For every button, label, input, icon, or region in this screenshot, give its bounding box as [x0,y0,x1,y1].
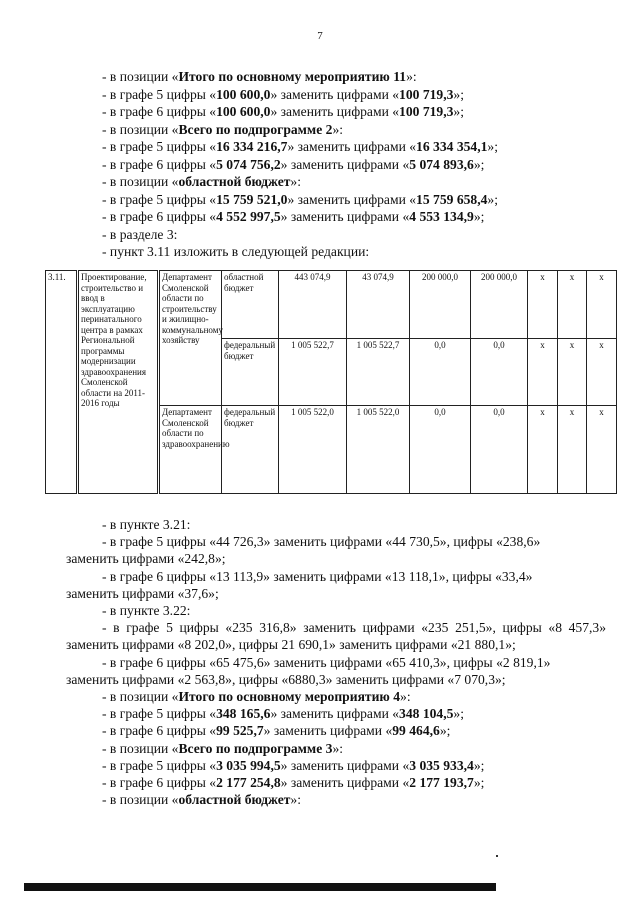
instruction-line: - в графе 5 цифры «44 726,3» заменить цифрами «44 730,5», цифры «238,6» [102,534,541,550]
item-number-cell: 3.11. [46,271,78,494]
x-cell: x [587,271,617,339]
instruction-line: - в графе 5 цифры «100 600,0» заменить цифрами «100 719,3»; [102,86,464,102]
value-cell: 443 074,9 [279,271,347,339]
instruction-line: - в разделе 3: [102,226,178,242]
value-cell: 43 074,9 [347,271,410,339]
value-cell: 1 005 522,7 [347,339,410,406]
item-name-cell: Проектирование, строительство и ввод в эксплуатацию перинатального центра в рамках Региональной программы модернизации здравоохранения Смоленской области на 2011-2016 годы [78,271,159,494]
value-cell: 200 000,0 [410,271,471,339]
instruction-line: - в позиции «Всего по подпрограмме 3»: [102,740,344,756]
executor-cell: Департамент Смоленской области по строительству и жилищно-коммунальному хозяйству [159,271,222,406]
instruction-line: - в графе 6 цифры «100 600,0» заменить цифрами «100 719,3»; [102,104,464,119]
value-cell: 1 005 522,0 [347,406,410,494]
source-cell: федеральный бюджет [222,339,279,406]
x-cell: x [587,339,617,406]
instruction-line: - в графе 6 цифры «4 552 997,5» заменить цифрами «4 553 134,9»; [102,209,485,224]
instruction-line: - в графе 6 цифры «65 475,6» заменить цифрами «65 410,3», цифры «2 819,1» [102,654,551,670]
instruction-line: - в графе 5 цифры «16 334 216,7» заменить цифрами «16 334 354,1»; [102,139,498,154]
scan-footer-bar [24,883,496,891]
instruction-line: - в позиции «областной бюджет»: [102,174,301,189]
table-row [46,271,617,339]
value-cell: 0,0 [471,406,528,494]
instruction-line: - пункт 3.11 изложить в следующей редакции: [102,244,370,259]
scan-speck [496,855,498,857]
page-number: 7 [317,30,323,42]
value-cell: 1 005 522,7 [279,339,347,406]
x-cell: x [558,406,587,494]
instruction-line: - в графе 6 цифры «99 525,7» заменить цифрами «99 464,6»; [102,723,451,739]
value-cell: 0,0 [471,339,528,406]
upper-instructions [102,68,572,261]
x-cell: x [587,406,617,494]
source-cell: областной бюджет [222,271,279,339]
instruction-line: - в графе 6 цифры «5 074 756,2» заменить цифрами «5 074 893,6»; [102,156,485,172]
x-cell: x [528,406,558,494]
instruction-line: - в графе 5 цифры «15 759 521,0» заменить цифрами «15 759 658,4»; [102,191,498,207]
x-cell: x [528,271,558,339]
value-cell: 0,0 [410,406,471,494]
x-cell: x [558,339,587,406]
instruction-line: - в пункте 3.22: [102,603,191,619]
lower-instructions [66,516,606,808]
value-cell: 0,0 [410,339,471,406]
instruction-line: - в графе 6 цифры «13 113,9» заменить цифрами «13 118,1», цифры «33,4» [102,568,533,584]
instruction-line: - в графе 6 цифры «2 177 254,8» заменить цифрами «2 177 193,7»; [102,775,485,791]
executor-cell: Департамент Смоленской области по здравоохранению [159,406,222,494]
instruction-line: - в позиции «Итого по основному мероприятию 4»: [102,689,411,705]
program-table [45,270,617,494]
instruction-line: заменить цифрами «2 563,8», цифры «6880,3» заменить цифрами «7 070,3»; [66,671,506,687]
instruction-line: - в позиции «Итого по основному мероприятию 11»: [102,69,417,84]
instruction-line: - в позиции «областной бюджет»: [102,792,301,808]
instruction-line: заменить цифрами «37,6»; [66,585,219,601]
instruction-line: - в позиции «Всего по подпрограмме 2»: [102,121,344,137]
value-cell: 1 005 522,0 [279,406,347,494]
x-cell: x [528,339,558,406]
value-cell: 200 000,0 [471,271,528,339]
instruction-line: - в пункте 3.21: [102,517,191,532]
instruction-paragraph: - в графе 5 цифры «235 316,8» заменить цифрами «235 251,5», цифры «8 457,3» заменить цифрами «8 202,0», цифры 21 690,1» заменить цифрами «21 880,1»; [66,620,606,653]
instruction-line: заменить цифрами «242,8»; [66,551,226,567]
source-cell: федеральный бюджет [222,406,279,494]
instruction-line: - в графе 5 цифры «348 165,6» заменить цифрами «348 104,5»; [102,706,464,722]
x-cell: x [558,271,587,339]
instruction-line: - в графе 5 цифры «3 035 994,5» заменить цифрами «3 035 933,4»; [102,757,485,773]
